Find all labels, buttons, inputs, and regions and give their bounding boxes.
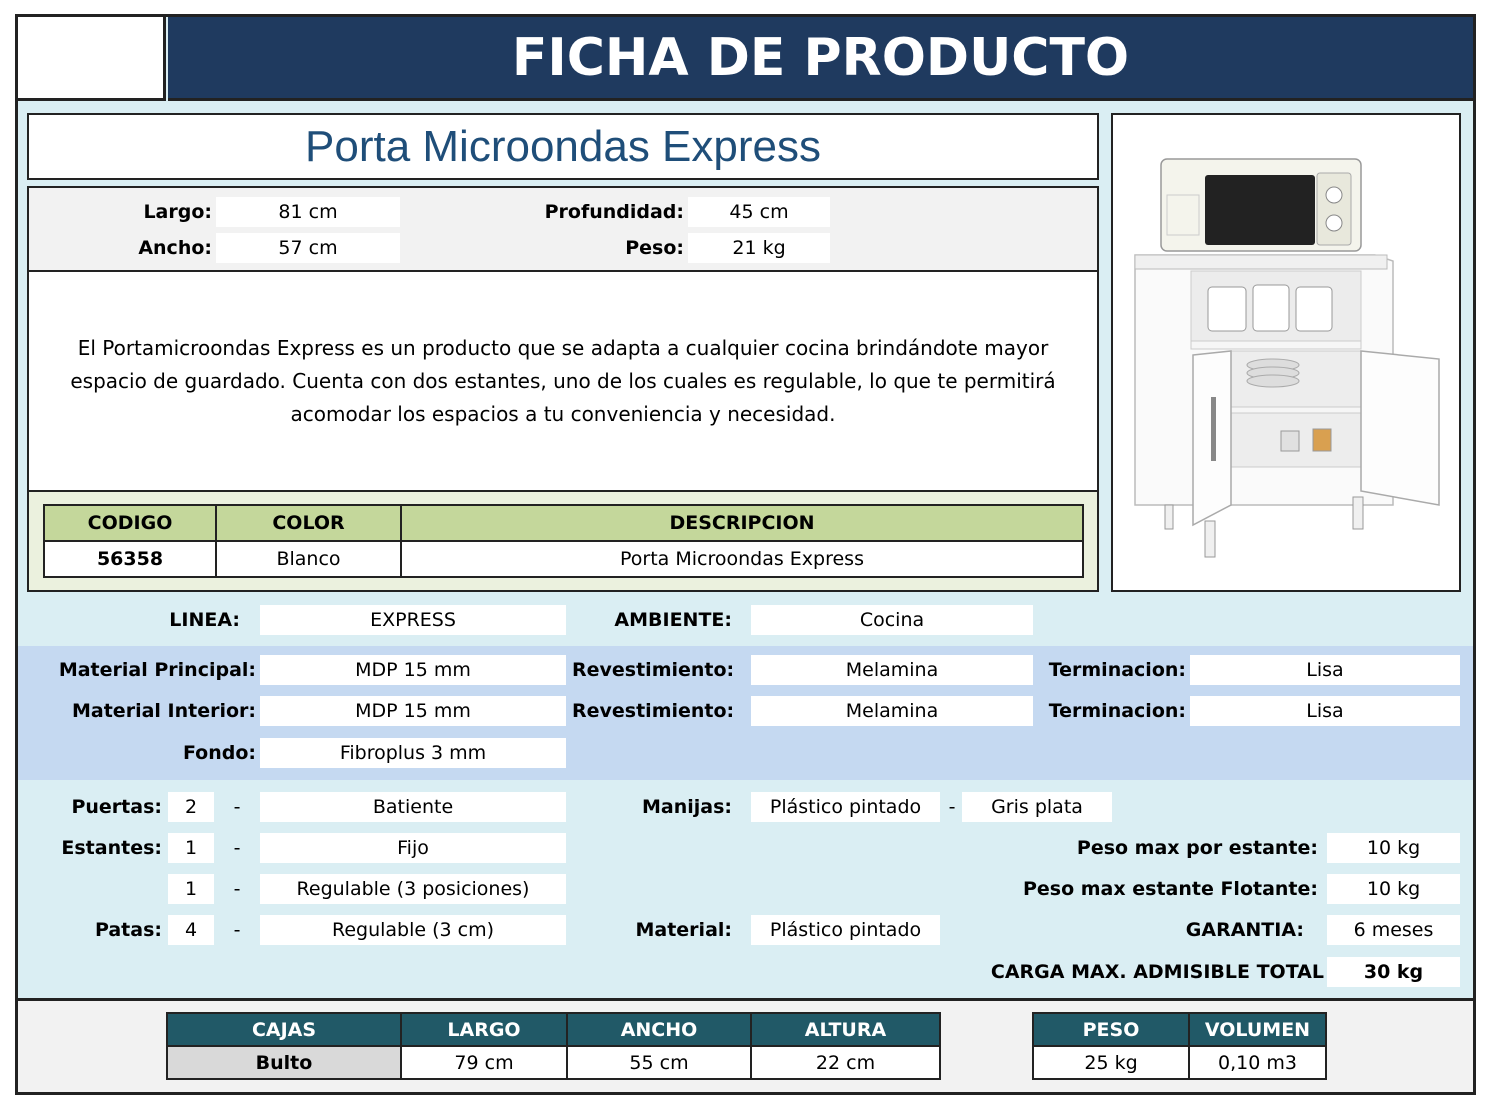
color-header: COLOR <box>216 505 401 541</box>
dash: - <box>233 796 241 818</box>
fondo-label: Fondo: <box>182 742 256 764</box>
dash: - <box>948 796 956 818</box>
linea-value: EXPRESS <box>260 605 566 635</box>
revestimiento-2-label: Revestimiento: <box>572 700 735 722</box>
linea-label: LINEA: <box>169 609 240 631</box>
description-header: DESCRIPCION <box>401 505 1083 541</box>
material-interior-value: MDP 15 mm <box>260 696 566 726</box>
boxes-cell-ancho: 55 cm <box>567 1046 751 1079</box>
patas-qty: 4 <box>168 915 214 945</box>
boxes-cell-bulto: Bulto <box>167 1046 401 1079</box>
description-value: Porta Microondas Express <box>401 541 1083 577</box>
ancho-value: 57 cm <box>216 233 400 263</box>
peso-flotante-label: Peso max estante Flotante: <box>1022 878 1318 900</box>
garantia-label: GARANTIA: <box>1185 919 1304 941</box>
cabinet-illustration <box>1113 115 1459 590</box>
material-principal-value: MDP 15 mm <box>260 655 566 685</box>
profundidad-value: 45 cm <box>688 197 830 227</box>
terminacion-1-value: Lisa <box>1190 655 1460 685</box>
peso-estante-value: 10 kg <box>1327 833 1460 863</box>
weight-cell-volumen: 0,10 m3 <box>1189 1046 1326 1079</box>
largo-value: 81 cm <box>216 197 400 227</box>
terminacion-2-label: Terminacion: <box>1048 700 1186 722</box>
revestimiento-2-value: Melamina <box>751 696 1033 726</box>
boxes-header-ancho: ANCHO <box>567 1013 751 1046</box>
peso-estante-label: Peso max por estante: <box>1076 837 1318 859</box>
ancho-label: Ancho: <box>138 237 212 259</box>
weight-header-volumen: VOLUMEN <box>1189 1013 1326 1046</box>
manijas-material: Plástico pintado <box>751 792 940 822</box>
code-value: 56358 <box>44 541 216 577</box>
dash: - <box>233 837 241 859</box>
estantes-label: Estantes: <box>61 837 162 859</box>
manijas-color: Gris plata <box>962 792 1112 822</box>
peso-label: Peso: <box>625 237 684 259</box>
estantes-type-1: Fijo <box>260 833 566 863</box>
dash: - <box>233 919 241 941</box>
logo-placeholder <box>18 17 166 101</box>
estantes-qty-2: 1 <box>168 874 214 904</box>
patas-type: Regulable (3 cm) <box>260 915 566 945</box>
boxes-header-cajas: CAJAS <box>167 1013 401 1046</box>
carga-max-value: 30 kg <box>1327 957 1460 987</box>
color-value: Blanco <box>216 541 401 577</box>
patas-label: Patas: <box>94 919 162 941</box>
largo-label: Largo: <box>143 201 212 223</box>
product-description <box>27 270 1099 492</box>
boxes-table <box>166 1012 941 1080</box>
material-principal-label: Material Principal: <box>58 659 256 681</box>
boxes-cell-altura: 22 cm <box>751 1046 940 1079</box>
profundidad-label: Profundidad: <box>544 201 684 223</box>
page-title: FICHA DE PRODUCTO <box>168 17 1473 101</box>
boxes-cell-largo: 79 cm <box>401 1046 567 1079</box>
weight-table <box>1032 1012 1327 1080</box>
material-interior-label: Material Interior: <box>72 700 256 722</box>
terminacion-1-label: Terminacion: <box>1048 659 1186 681</box>
boxes-header-largo: LARGO <box>401 1013 567 1046</box>
estantes-type-2: Regulable (3 posiciones) <box>260 874 566 904</box>
revestimiento-1-value: Melamina <box>751 655 1033 685</box>
carga-max-label: CARGA MAX. ADMISIBLE TOTAL <box>990 961 1324 983</box>
code-header: CODIGO <box>44 505 216 541</box>
weight-cell-peso: 25 kg <box>1033 1046 1189 1079</box>
ambiente-value: Cocina <box>751 605 1033 635</box>
dash: - <box>233 878 241 900</box>
weight-header-peso: PESO <box>1033 1013 1189 1046</box>
boxes-header-altura: ALTURA <box>751 1013 940 1046</box>
garantia-value: 6 meses <box>1327 915 1460 945</box>
description-text: El Portamicroondas Express es un producto que se adapta a cualquier cocina brindándote mayor espacio de guardado. Cuenta con dos estantes, uno de los cuales es regulable, lo que te permitirá acomodar los espacios a tu conveniencia y necesidad. <box>70 335 1056 426</box>
peso-flotante-value: 10 kg <box>1327 874 1460 904</box>
estantes-qty-1: 1 <box>168 833 214 863</box>
product-photo <box>1111 113 1461 592</box>
code-table <box>43 504 1084 578</box>
puertas-label: Puertas: <box>71 796 162 818</box>
ambiente-label: AMBIENTE: <box>614 609 732 631</box>
material-value: Plástico pintado <box>751 915 940 945</box>
puertas-type: Batiente <box>260 792 566 822</box>
revestimiento-1-label: Revestimiento: <box>572 659 735 681</box>
manijas-label: Manijas: <box>641 796 732 818</box>
product-name: Porta Microondas Express <box>27 113 1099 180</box>
puertas-qty: 2 <box>168 792 214 822</box>
fondo-value: Fibroplus 3 mm <box>260 738 566 768</box>
peso-value: 21 kg <box>688 233 830 263</box>
terminacion-2-value: Lisa <box>1190 696 1460 726</box>
material-label: Material: <box>635 919 732 941</box>
